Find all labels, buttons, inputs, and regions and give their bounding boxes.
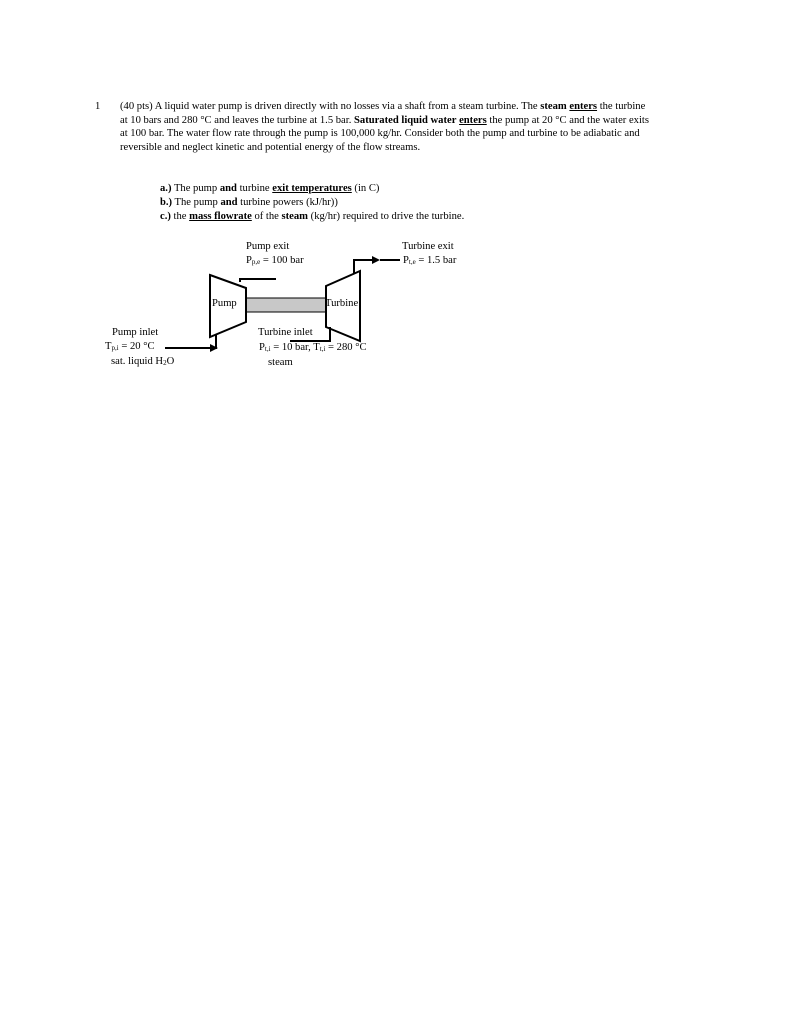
turbine-inlet-conditions: $P_{t,i} = 10$ bar, $T_{t,i} = 280$ °C (259, 342, 367, 353)
turbine-exit-title: Turbine exit (402, 241, 454, 252)
part-b: b.) The pump and turbine powers (kJ/hr)) (160, 197, 338, 208)
part-a: a.) The pump and turbine exit temperatures (in C) (160, 183, 380, 194)
pump-inlet-fluid: sat. liquid $H_2O$ (111, 356, 175, 367)
points: (40 pts) (120, 101, 153, 112)
turbine-exit-arrow (372, 256, 380, 264)
turbine-inlet-title: Turbine inlet (258, 327, 313, 338)
enters-emph-1: enters (569, 101, 598, 112)
problem-number: 1 (95, 101, 101, 112)
saturated-liquid-bold: Saturated liquid water (354, 114, 457, 126)
pump-inlet-temp: $T_{p,i} = 20$ °C (105, 341, 155, 352)
pump-exit-title: Pump exit (246, 241, 290, 252)
pump-label: Pump (212, 298, 237, 309)
steam-bold: steam (540, 101, 567, 112)
turbine-label: Turbine (325, 298, 359, 309)
pump-inlet-title: Pump inlet (112, 327, 159, 338)
pump-inlet-line (165, 334, 216, 348)
turbine-exit-pressure: $P_{t,e} = 1.5$ bar (403, 255, 457, 266)
pump-exit-pressure: $P_{p,e} = 100$ bar (246, 255, 304, 266)
enters-emph-2: enters (459, 114, 487, 126)
problem-text: (40 pts) A liquid water pump is driven directly with no losses via a shaft from a steam turbine. The steam enters the turbine at 10 bars and 280 °C and leaves the turbine at 1.5 bar. Saturated liquid water enters the pump at 20 °C and the water exits at 100 bar. The water flow rate through the pump is 100,000 kg/hr. Consider both the pump and turbine to be adiabatic and reversible and neglect kinetic and potential energy of the flow streams. (120, 101, 649, 153)
pump-exit-line (240, 279, 276, 282)
shaft (246, 298, 326, 312)
part-c: c.) the mass flowrate of the steam (kg/hr) required to drive the turbine. (160, 211, 465, 222)
turbine-inlet-fluid: steam (268, 357, 293, 368)
